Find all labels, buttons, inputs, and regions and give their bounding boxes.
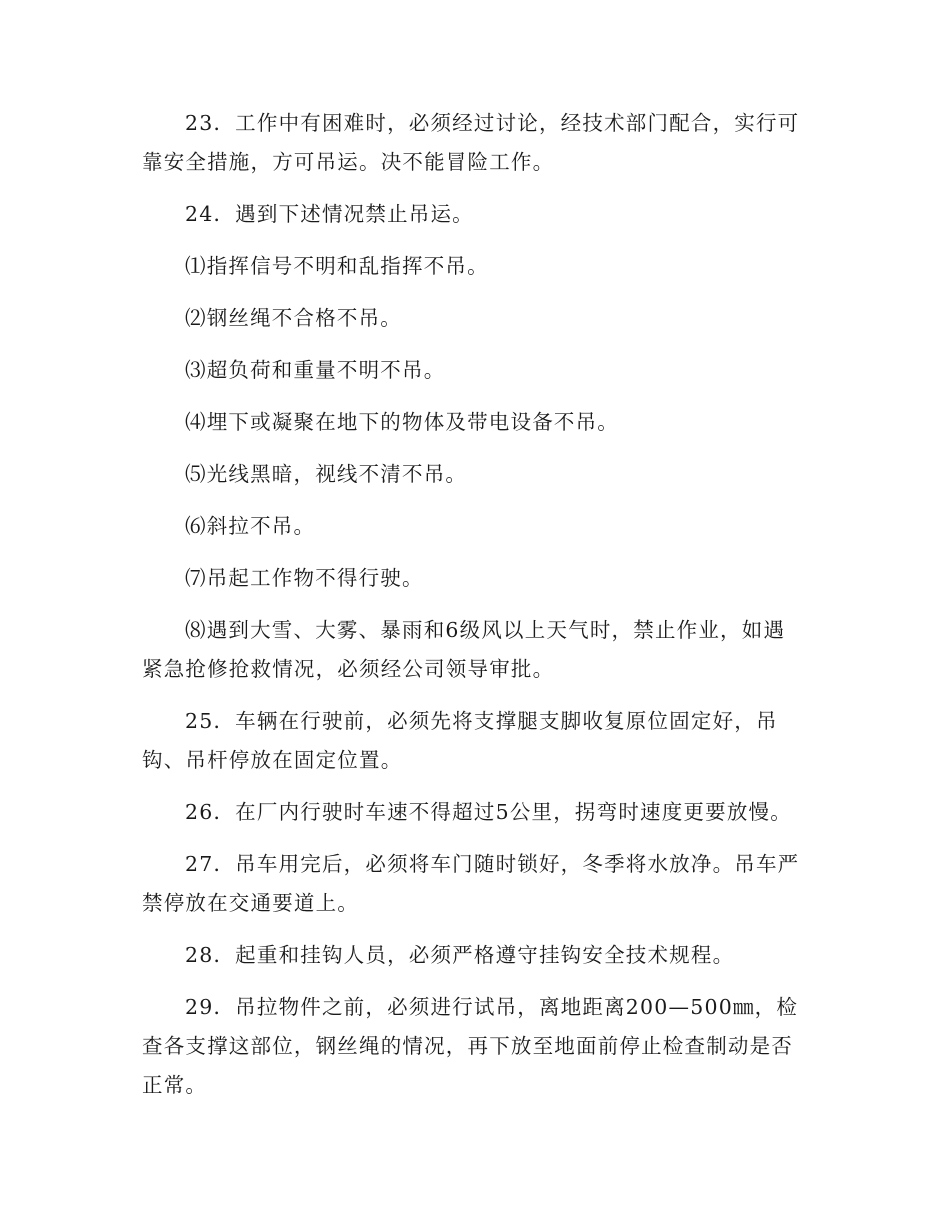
rule-27: 27．吊车用完后，必须将车门随时锁好，冬季将水放净。吊车严禁停放在交通要道上。 — [142, 852, 800, 915]
rule-24-item-7: ⑺吊起工作物不得行驶。 — [185, 566, 424, 590]
rule-24-item-8: ⑻遇到大雪、大雾、暴雨和6级风以上天气时，禁止作业，如遇紧急抢修抢救情况，必须经公司领导审批。 — [142, 618, 786, 681]
rule-24: 24．遇到下述情况禁止吊运。 — [185, 202, 474, 226]
document-page — [142, 104, 804, 1118]
rule-24-item-2: ⑵钢丝绳不合格不吊。 — [185, 306, 402, 330]
rule-25: 25．车辆在行驶前，必须先将支撑腿支脚收复原位固定好，吊钩、吊杆停放在固定位置。 — [142, 709, 778, 772]
rule-24-item-4: ⑷埋下或凝聚在地下的物体及带电设备不吊。 — [185, 410, 619, 434]
rule-29: 29．吊拉物件之前，必须进行试吊，离地距离200—500㎜，检查各支撑这部位，钢丝绳的情况，再下放至地面前停止检查制动是否正常。 — [142, 995, 799, 1097]
rule-23: 23．工作中有困难时，必须经过讨论，经技术部门配合，实行可靠安全措施，方可吊运。决不能冒险工作。 — [142, 111, 800, 174]
rule-24-item-5: ⑸光线黑暗，视线不清不吊。 — [185, 462, 468, 486]
rule-24-item-1: ⑴指挥信号不明和乱指挥不吊。 — [185, 254, 489, 278]
rule-28: 28．起重和挂钩人员，必须严格遵守挂钩安全技术规程。 — [185, 943, 735, 967]
rule-24-item-3: ⑶超负荷和重量不明不吊。 — [185, 358, 446, 382]
rule-24-item-6: ⑹斜拉不吊。 — [185, 514, 316, 538]
rule-26: 26．在厂内行驶时车速不得超过5公里，拐弯时速度更要放慢。 — [185, 800, 792, 824]
